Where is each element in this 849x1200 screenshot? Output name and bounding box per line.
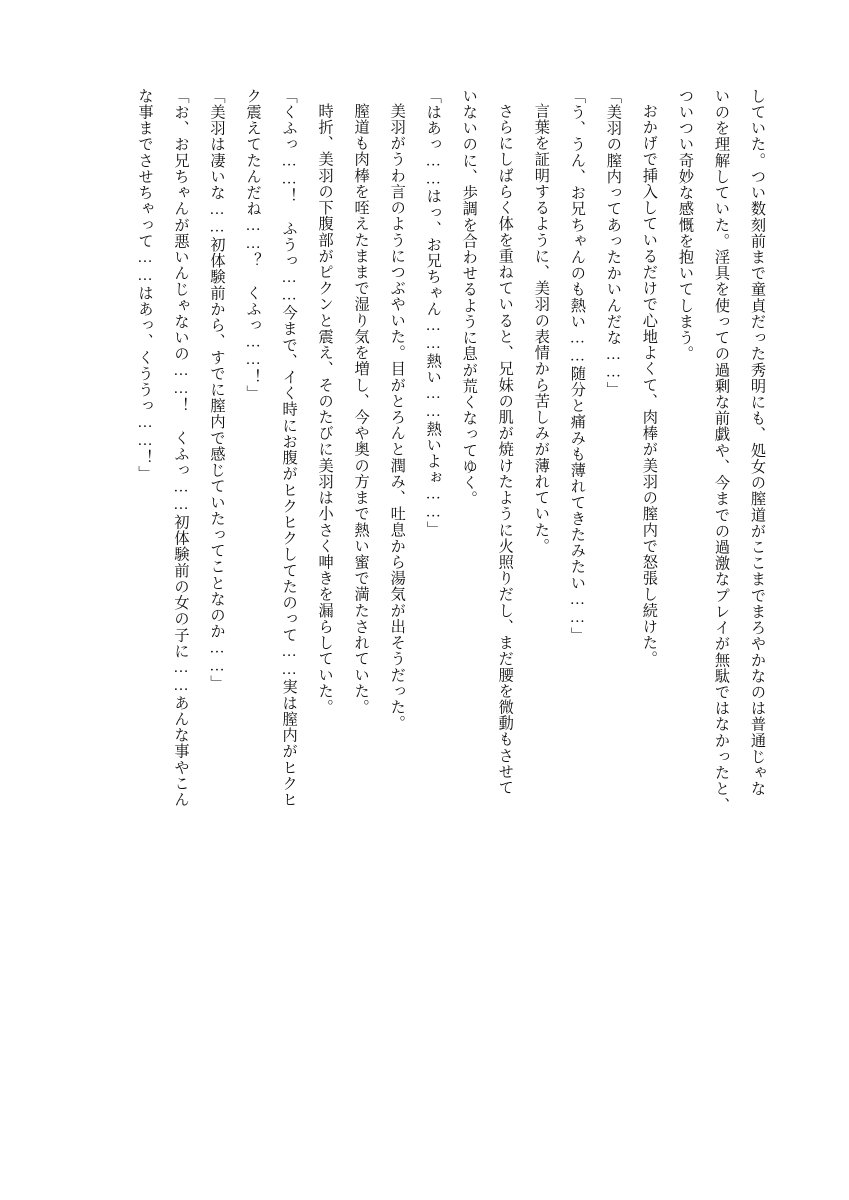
paragraph: さらにしばらく体を重ねていると、兄妹の肌が焼けたように火照りだし、まだ腰を微動もさせて <box>496 103 514 797</box>
paragraph: いのを理解していた。淫具を使っての過剰な前戯や、今までの過激なプレイが無駄ではなかったと、 <box>712 88 730 814</box>
paragraph: ク震えてたんだね……？ くふっ……！」 <box>244 88 262 402</box>
paragraph: していた。つい数刻前まで童貞だった秀明にも、処女の膣道がここまでまろやかなのは普通じゃな <box>749 88 766 797</box>
paragraph: いないのに、歩調を合わせるように息が荒くなってゆく。 <box>460 88 478 507</box>
paragraph: 「美羽は凄いな……初体験前から、すでに膣内で感じていたってことなのか……」 <box>208 88 226 692</box>
paragraph: 膣道も肉棒を咥えたままで湿り気を増し、今や奥の方まで熱い蜜で満たされていた。 <box>352 103 370 716</box>
paragraph: おかげで挿入しているだけで心地よくて、肉棒が美羽の膣内で怒張し続けた。 <box>640 103 658 668</box>
paragraph: な事までさせちゃって……はあっ、くううっ……！」 <box>136 88 154 482</box>
paragraph: 「う、うん、お兄ちゃんのも熱い……随分と痛みも薄れてきたみたい……」 <box>568 88 586 644</box>
paragraph: 美羽がうわ言のようにつぶやいた。目がとろんと潤み、吐息から湯気が出そうだった。 <box>388 103 406 732</box>
paragraph: 言葉を証明するように、美羽の表情から苦しみが薄れていた。 <box>532 103 550 555</box>
paragraph: 「お、お兄ちゃんが悪いんじゃないの……！ くふっ……初体験前の女の子に……あんな事やこん <box>172 88 190 808</box>
paragraph: ついつい奇妙な感慨を抱いてしまう。 <box>676 88 694 362</box>
vertical-text-body <box>74 88 775 1110</box>
paragraph: 「美羽の膣内ってあったかいんだな……」 <box>604 88 622 398</box>
paragraph: 時折、美羽の下腹部がピクンと震え、そのたびに美羽は小さく呻きを漏らしていた。 <box>316 103 334 716</box>
paragraph: 「はあっ……はっ、お兄ちゃん……熱い……熱いよぉ……」 <box>424 88 442 538</box>
paragraph: 「くふっ……！ ふうっ……今まで、イく時にお腹がヒクヒクしてたのって……実は膣内がヒクヒ <box>280 88 298 808</box>
